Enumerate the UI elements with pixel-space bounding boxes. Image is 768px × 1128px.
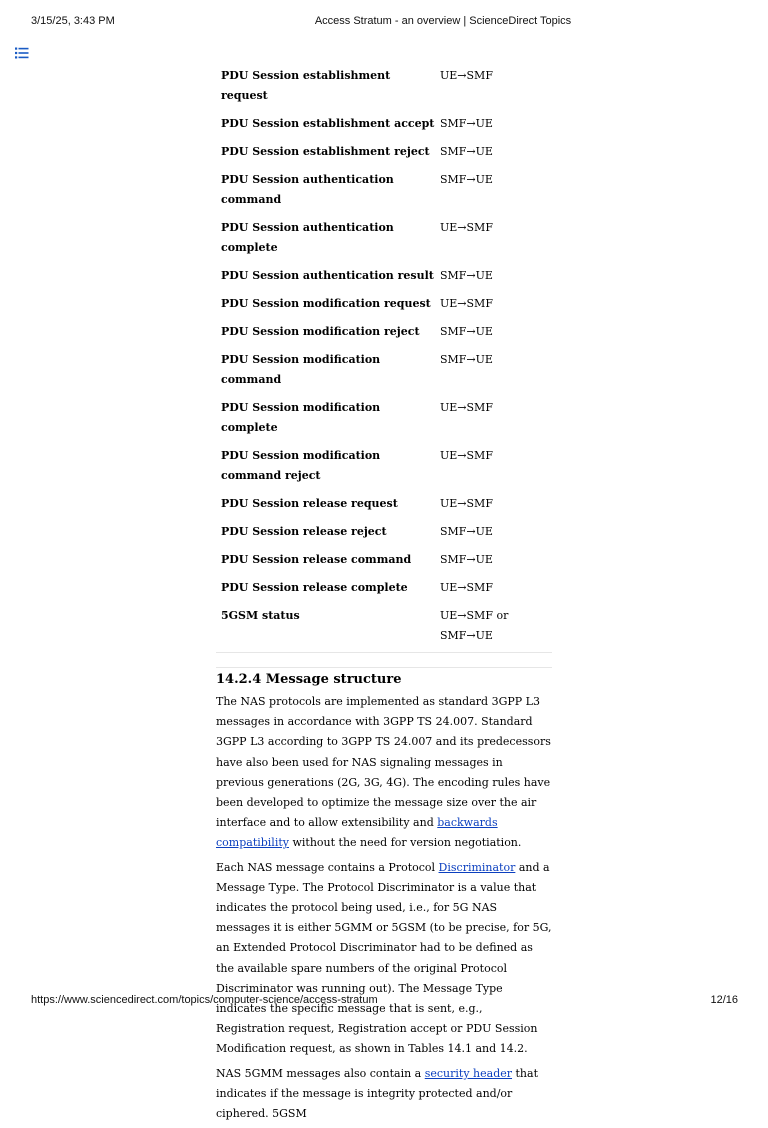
- message-name-cell: PDU Session modification command: [221, 353, 381, 386]
- table-row: [216, 290, 552, 318]
- table-row: [216, 214, 552, 262]
- message-name-cell: PDU Session establishment request: [221, 69, 391, 102]
- table-row: [216, 394, 552, 442]
- message-name-cell: PDU Session modification request: [221, 297, 431, 310]
- print-title-wrap: [0, 15, 768, 27]
- section-heading: 14.2.4 Message structure: [216, 672, 402, 687]
- p3-text-before: NAS 5GMM messages also contain a: [216, 1066, 425, 1080]
- paragraph-3: [216, 1064, 552, 1125]
- p3-text-after: that indicates if the message is integrity protected and/or ciphered. 5GSM: [216, 1066, 538, 1121]
- table-row: [216, 62, 552, 110]
- p1-text-before: The NAS protocols are implemented as standard 3GPP L3 messages in accordance with 3GPP TS 24.007. Standard 3GPP L3 according to 3GPP TS 24.007 and its predecessors have also been used for NAS signaling messages in previous generations (2G, 3G, 4G). The encoding rules have been developed to optimize the message size over the air interface and to allow extensibility and: [216, 695, 551, 830]
- toc-button[interactable]: [15, 44, 29, 56]
- message-name-cell: PDU Session release request: [221, 497, 398, 510]
- message-direction-cell: SMF→UE: [440, 353, 493, 366]
- message-table: [216, 62, 552, 653]
- message-table-body: [216, 62, 552, 653]
- page-number: 12/16: [710, 994, 738, 1006]
- table-row: [216, 574, 552, 602]
- message-name-cell: PDU Session modification complete: [221, 401, 381, 434]
- table-row: [216, 346, 552, 394]
- message-direction-cell: UE→SMF: [440, 449, 493, 462]
- paragraph-2: [216, 858, 552, 1060]
- message-direction-cell: UE→SMF: [440, 221, 493, 234]
- message-direction-cell: UE→SMF: [440, 297, 493, 310]
- section-divider: [216, 667, 552, 668]
- table-row: [216, 262, 552, 290]
- message-direction-cell: SMF→UE: [440, 269, 493, 282]
- print-date: 3/15/25, 3:43 PM: [31, 15, 115, 27]
- print-title: Access Stratum - an overview | ScienceDirect Topics: [314, 15, 572, 27]
- print-footer: [0, 994, 768, 1010]
- message-name-cell: PDU Session modification command reject: [221, 449, 381, 482]
- message-direction-cell: UE→SMF or SMF→UE: [435, 602, 552, 653]
- table-row: [216, 110, 552, 138]
- discriminator-link[interactable]: Discriminator: [438, 860, 516, 874]
- message-name-cell: PDU Session establishment accept: [221, 117, 435, 130]
- backwards-compatibility-link[interactable]: backwards compatibility: [216, 816, 498, 850]
- message-name-cell: PDU Session release complete: [221, 581, 408, 594]
- print-header: [0, 15, 768, 31]
- paragraph-1: [216, 692, 552, 854]
- table-row: [216, 318, 552, 346]
- message-name-cell: PDU Session authentication complete: [221, 221, 394, 254]
- message-name-cell: 5GSM status: [216, 602, 435, 653]
- message-name-cell: PDU Session modification reject: [221, 325, 420, 338]
- table-row: [216, 442, 552, 490]
- message-direction-cell: UE→SMF: [440, 497, 493, 510]
- message-name-cell: PDU Session establishment reject: [221, 145, 430, 158]
- article-content: [216, 62, 552, 1128]
- message-name-cell: PDU Session release reject: [221, 525, 387, 538]
- message-name-cell: PDU Session release command: [221, 553, 412, 566]
- message-name-cell: PDU Session authentication command: [221, 173, 394, 206]
- message-direction-cell: SMF→UE: [440, 145, 493, 158]
- table-row: [216, 546, 552, 574]
- p1-text-after: without the need for version negotiation.: [288, 836, 522, 850]
- p2-text-before: Each NAS message contains a Protocol: [216, 860, 439, 874]
- table-row: [216, 490, 552, 518]
- table-row: [216, 518, 552, 546]
- table-row: [216, 166, 552, 214]
- message-name-cell: PDU Session authentication result: [221, 269, 434, 282]
- message-direction-cell: UE→SMF: [440, 401, 493, 414]
- message-direction-cell: SMF→UE: [440, 553, 493, 566]
- message-direction-cell: SMF→UE: [440, 325, 493, 338]
- message-direction-cell: SMF→UE: [440, 173, 493, 186]
- message-direction-cell: UE→SMF: [440, 69, 493, 82]
- message-direction-cell: UE→SMF: [440, 581, 493, 594]
- table-row: [216, 602, 552, 653]
- print-url: https://www.sciencedirect.com/topics/computer-science/access-stratum: [31, 994, 378, 1006]
- list-icon: [15, 47, 29, 59]
- p2-text-after: and a Message Type. The Protocol Discriminator is a value that indicates the protocol being used, i.e., for 5G NAS messages it is either 5GMM or 5GSM (to be precise, for 5G, an Extended Protocol Discriminator had to be defined as the available spare numbers of the original Protocol Discriminator was running out). The Message Type indicates the specific message that is sent, e.g., Registration request, Registration accept or PDU Session Modification request, as shown in Tables 14.1 and 14.2.: [216, 860, 552, 1056]
- message-direction-cell: SMF→UE: [440, 117, 493, 130]
- table-row: [216, 138, 552, 166]
- message-direction-cell: SMF→UE: [440, 525, 493, 538]
- security-header-link[interactable]: security header: [424, 1066, 513, 1080]
